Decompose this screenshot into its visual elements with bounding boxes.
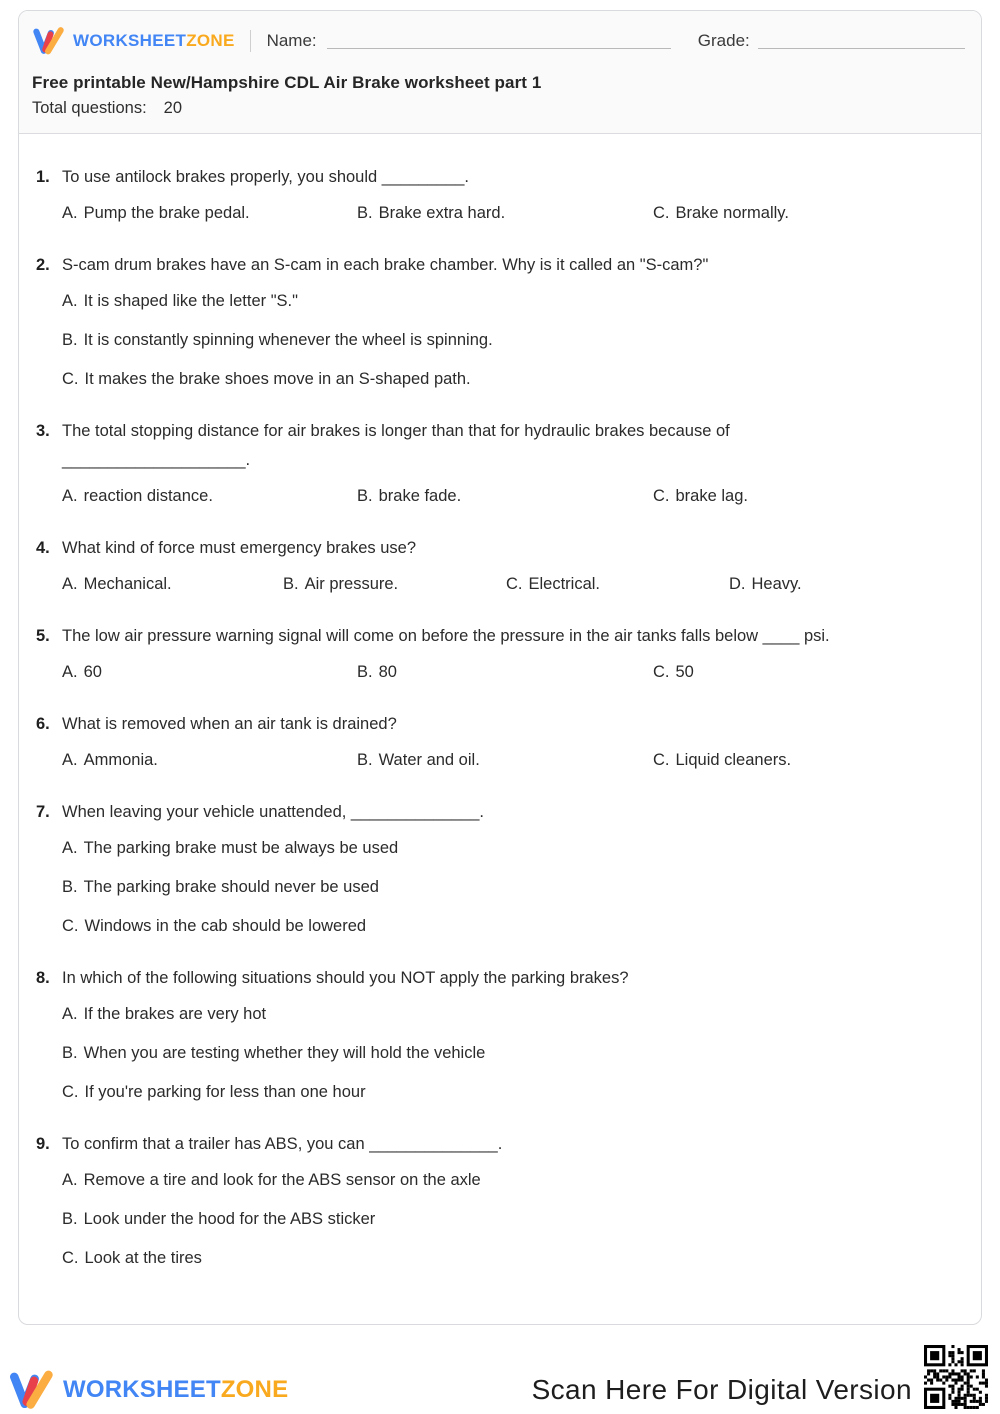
option-text: Brake normally. — [675, 204, 789, 222]
option-label: B. — [283, 575, 299, 593]
option-text: It makes the brake shoes move in an S-shaped path. — [84, 370, 471, 388]
option-label: C. — [653, 663, 670, 681]
options-group — [62, 837, 951, 937]
option-label: A. — [62, 487, 78, 505]
option-text: The parking brake must be always be used — [83, 839, 399, 857]
option-text: Remove a tire and look for the ABS sensor on the axle — [83, 1171, 481, 1189]
option-label: B. — [357, 663, 373, 681]
option-item — [506, 573, 729, 595]
qr-code-icon — [922, 1343, 990, 1411]
footer-zone-label: ZONE — [220, 1376, 289, 1403]
option-label: C. — [653, 204, 670, 222]
option-text: Heavy. — [751, 575, 802, 593]
option-text: brake fade. — [378, 487, 462, 505]
question-item — [36, 964, 951, 1103]
options-group — [62, 661, 951, 683]
page-footer — [8, 1366, 992, 1414]
option-item — [62, 1169, 951, 1191]
option-text: Air pressure. — [304, 575, 399, 593]
name-label: Name: — [266, 31, 317, 50]
option-text: If you're parking for less than one hour — [84, 1083, 366, 1101]
option-item — [62, 290, 951, 312]
question-number: 8. — [36, 969, 50, 987]
option-text: 80 — [378, 663, 397, 681]
option-item — [62, 1081, 951, 1103]
question-number: 1. — [36, 168, 50, 186]
option-item — [62, 1208, 951, 1230]
option-text: Windows in the cab should be lowered — [84, 917, 367, 935]
options-group — [62, 202, 951, 224]
option-label: C. — [653, 751, 670, 769]
option-label: B. — [357, 204, 373, 222]
option-item — [62, 329, 951, 351]
question-item — [36, 710, 951, 771]
question-text: To confirm that a trailer has ABS, you can ______________. — [62, 1135, 503, 1153]
option-item — [283, 573, 506, 595]
option-item — [653, 485, 951, 507]
option-item — [62, 368, 951, 390]
option-label: C. — [62, 1083, 79, 1101]
option-label: B. — [62, 878, 78, 896]
option-text: The parking brake should never be used — [83, 878, 379, 896]
question-line — [36, 710, 951, 739]
option-item — [357, 202, 653, 224]
option-item — [62, 1042, 951, 1064]
option-label: C. — [653, 487, 670, 505]
question-text: What kind of force must emergency brakes use? — [62, 539, 416, 557]
option-text: 50 — [675, 663, 694, 681]
option-item — [653, 749, 951, 771]
option-item — [62, 749, 357, 771]
question-line — [36, 163, 951, 192]
option-text: When you are testing whether they will hold the vehicle — [83, 1044, 486, 1062]
option-label: C. — [62, 370, 79, 388]
option-item — [357, 661, 653, 683]
question-text: S-cam drum brakes have an S-cam in each brake chamber. Why is it called an "S-cam?" — [62, 256, 709, 274]
total-questions-label: Total questions: — [32, 99, 147, 117]
option-item — [62, 485, 357, 507]
question-item — [36, 163, 951, 224]
option-item — [357, 749, 653, 771]
options-group — [62, 290, 951, 390]
question-line — [36, 964, 951, 993]
question-line — [36, 798, 951, 827]
option-text: If the brakes are very hot — [83, 1005, 267, 1023]
option-label: A. — [62, 663, 78, 681]
option-label: A. — [62, 751, 78, 769]
option-label: A. — [62, 575, 78, 593]
question-line — [36, 1130, 951, 1159]
worksheet-card — [18, 10, 982, 1325]
worksheetzone-logo-icon — [32, 26, 66, 56]
total-questions-row — [32, 99, 965, 118]
question-text: The total stopping distance for air brakes is longer than that for hydraulic brakes because of ____________________. — [62, 422, 730, 469]
option-text: Ammonia. — [83, 751, 158, 769]
question-item — [36, 798, 951, 937]
option-item — [653, 202, 951, 224]
option-label: A. — [62, 292, 78, 310]
options-group — [62, 749, 951, 771]
option-item — [62, 837, 951, 859]
option-label: A. — [62, 839, 78, 857]
option-item — [62, 661, 357, 683]
question-item — [36, 251, 951, 390]
grade-write-line — [758, 33, 965, 49]
option-label: B. — [357, 751, 373, 769]
question-text: The low air pressure warning signal will come on before the pressure in the air tanks falls below ____ psi. — [62, 627, 830, 645]
worksheetzone-logo-icon — [8, 1369, 56, 1411]
option-item — [62, 1003, 951, 1025]
question-number: 6. — [36, 715, 50, 733]
option-label: D. — [729, 575, 746, 593]
footer-brand-wordmark — [63, 1376, 288, 1404]
question-text: To use antilock brakes properly, you should _________. — [62, 168, 469, 186]
question-item — [36, 622, 951, 683]
header-brand-row — [32, 26, 965, 56]
option-text: brake lag. — [675, 487, 748, 505]
brand-logo — [32, 26, 235, 56]
options-group — [62, 573, 951, 595]
worksheet-header — [19, 11, 981, 134]
option-item — [62, 876, 951, 898]
option-label: C. — [62, 1249, 79, 1267]
footer-worksheet-label: WORKSHEET — [63, 1376, 221, 1403]
option-label: B. — [357, 487, 373, 505]
grade-label: Grade: — [697, 31, 750, 50]
question-number: 4. — [36, 539, 50, 557]
total-questions-value: 20 — [163, 99, 183, 117]
option-label: A. — [62, 204, 78, 222]
questions-list — [19, 134, 981, 1324]
option-item — [729, 573, 951, 595]
option-item — [62, 573, 283, 595]
question-number: 7. — [36, 803, 50, 821]
option-label: B. — [62, 331, 78, 349]
option-label: A. — [62, 1005, 78, 1023]
header-divider — [250, 30, 251, 52]
option-text: 60 — [83, 663, 102, 681]
brand-zone-label: ZONE — [186, 31, 235, 50]
option-item — [62, 915, 951, 937]
option-text: Liquid cleaners. — [675, 751, 792, 769]
question-line — [36, 417, 951, 475]
option-label: C. — [506, 575, 523, 593]
question-line — [36, 251, 951, 280]
option-label: C. — [62, 917, 79, 935]
option-text: It is shaped like the letter "S." — [83, 292, 298, 310]
option-item — [62, 202, 357, 224]
option-text: Water and oil. — [378, 751, 480, 769]
name-write-line — [327, 33, 671, 49]
question-line — [36, 534, 951, 563]
option-label: B. — [62, 1210, 78, 1228]
brand-wordmark — [73, 31, 235, 51]
options-group — [62, 1169, 951, 1269]
option-text: Mechanical. — [83, 575, 172, 593]
options-group — [62, 485, 951, 507]
option-text: Look under the hood for the ABS sticker — [83, 1210, 376, 1228]
question-number: 2. — [36, 256, 50, 274]
option-text: Pump the brake pedal. — [83, 204, 250, 222]
option-item — [653, 661, 951, 683]
question-item — [36, 534, 951, 595]
question-text: In which of the following situations should you NOT apply the parking brakes? — [62, 969, 629, 987]
question-number: 5. — [36, 627, 50, 645]
question-text: What is removed when an air tank is drained? — [62, 715, 397, 733]
option-label: B. — [62, 1044, 78, 1062]
question-text: When leaving your vehicle unattended, ______________. — [62, 803, 484, 821]
question-number: 3. — [36, 422, 50, 440]
brand-worksheet-label: WORKSHEET — [73, 31, 187, 50]
question-item — [36, 1130, 951, 1269]
option-text: reaction distance. — [83, 487, 213, 505]
option-text: Electrical. — [528, 575, 601, 593]
worksheet-title: Free printable New/Hampshire CDL Air Brake worksheet part 1 — [32, 73, 542, 92]
question-number: 9. — [36, 1135, 50, 1153]
option-item — [62, 1247, 951, 1269]
option-text: It is constantly spinning whenever the wheel is spinning. — [83, 331, 493, 349]
question-item — [36, 417, 951, 507]
question-line — [36, 622, 951, 651]
option-text: Look at the tires — [84, 1249, 202, 1267]
option-item — [357, 485, 653, 507]
scan-here-label: Scan Here For Digital Version — [531, 1374, 912, 1405]
footer-brand-logo — [8, 1369, 288, 1411]
option-label: A. — [62, 1171, 78, 1189]
option-text: Brake extra hard. — [378, 204, 506, 222]
options-group — [62, 1003, 951, 1103]
